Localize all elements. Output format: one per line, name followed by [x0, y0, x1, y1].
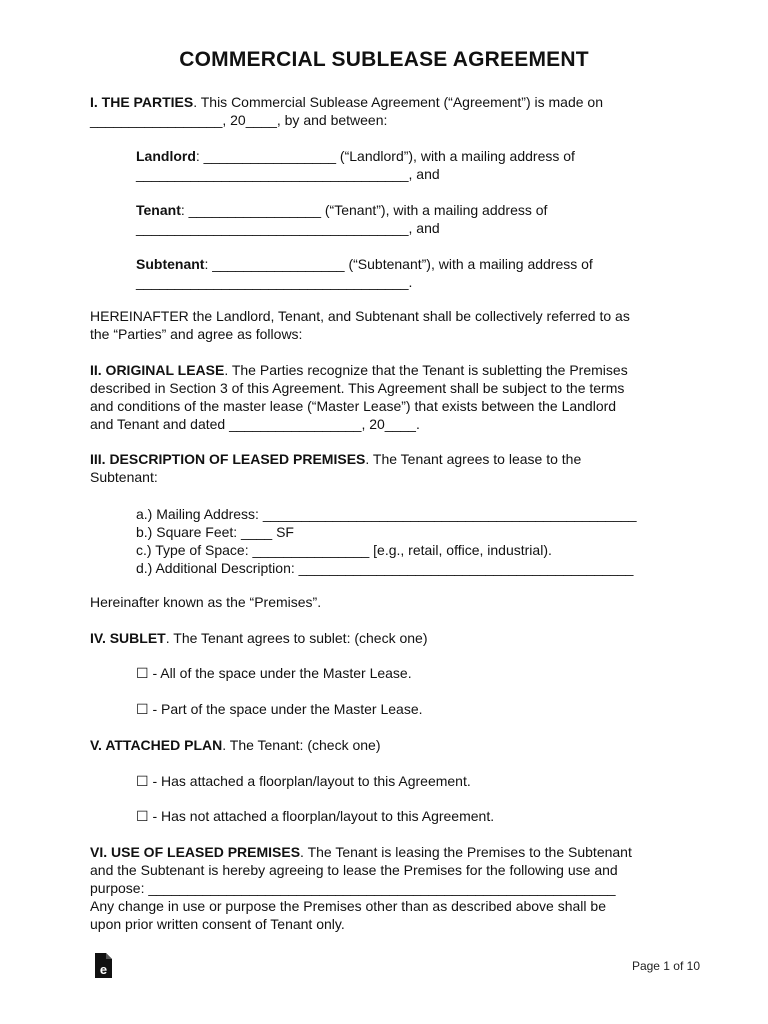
- description-item-mailing-address: a.) Mailing Address: ________________________________________________: [136, 506, 637, 522]
- sublet-option-part-label: - Part of the space under the Master Lease.: [148, 701, 423, 717]
- use-line1: . The Tenant is leasing the Premises to the Subtenant: [300, 844, 632, 860]
- hereinafter-line1: HEREINAFTER the Landlord, Tenant, and Subtenant shall be collectively referred to as: [90, 308, 630, 324]
- checkbox-icon[interactable]: ☐: [136, 665, 149, 681]
- use-line5: upon prior written consent of Tenant only.: [90, 916, 345, 932]
- document-title: COMMERCIAL SUBLEASE AGREEMENT: [179, 48, 589, 71]
- original-lease-line2: described in Section 3 of this Agreement. This Agreement shall be subject to the terms: [90, 380, 625, 396]
- use-line2: and the Subtenant is hereby agreeing to lease the Premises for the following use and: [90, 862, 618, 878]
- sublet-option-all[interactable]: [136, 664, 696, 682]
- attached-plan-line1: . The Tenant: (check one): [222, 737, 381, 753]
- attached-plan-option-has-not[interactable]: [136, 807, 696, 825]
- sublet-line1: . The Tenant agrees to sublet: (check one): [165, 630, 428, 646]
- use-line4: Any change in use or purpose the Premises other than as described above shall be: [90, 898, 606, 914]
- parties-hereinafter: [90, 307, 690, 343]
- checkbox-icon[interactable]: ☐: [136, 773, 149, 789]
- section-heading-attached-plan: V. ATTACHED PLAN: [90, 737, 223, 753]
- use-line3: purpose: ____________________________________________________________: [90, 880, 616, 896]
- attached-plan-option-has[interactable]: [136, 772, 696, 790]
- premises-hereinafter-text: Hereinafter known as the “Premises”.: [90, 594, 322, 610]
- checkbox-icon[interactable]: ☐: [136, 808, 149, 824]
- section-heading-use: VI. USE OF LEASED PREMISES: [90, 844, 301, 860]
- sublet-option-all-label: - All of the space under the Master Lease.: [148, 665, 412, 681]
- section-heading-original-lease: II. ORIGINAL LEASE: [90, 362, 225, 378]
- description-line1: . The Tenant agrees to lease to the: [365, 451, 582, 467]
- tenant-text-line2: ___________________________________, and: [136, 220, 440, 236]
- description-items: [136, 505, 696, 577]
- section-sublet: [90, 629, 690, 647]
- section-heading-sublet: IV. SUBLET: [90, 630, 166, 646]
- landlord-text-line1: : _________________ (“Landlord”), with a mailing address of: [195, 148, 575, 164]
- landlord-entry: [136, 147, 696, 183]
- original-lease-line3: and conditions of the master lease (“Master Lease”) that exists between the Landlord: [90, 398, 617, 414]
- description-item-type-of-space: c.) Type of Space: _______________ [e.g., retail, office, industrial).: [136, 542, 552, 558]
- section-use: [90, 843, 690, 933]
- premises-hereinafter: [90, 593, 690, 611]
- section-heading-parties: I. THE PARTIES: [90, 94, 194, 110]
- sublet-option-part[interactable]: [136, 700, 696, 718]
- subtenant-text-line1: : _________________ (“Subtenant”), with a mailing address of: [204, 256, 593, 272]
- attached-plan-option-has-label: - Has attached a floorplan/layout to this Agreement.: [148, 773, 471, 789]
- section-parties-intro: [90, 93, 690, 129]
- original-lease-line1: . The Parties recognize that the Tenant is subletting the Premises: [224, 362, 628, 378]
- attached-plan-option-has-not-label: - Has not attached a floorplan/layout to this Agreement.: [148, 808, 495, 824]
- eforms-logo-icon: [92, 952, 114, 980]
- tenant-entry: [136, 201, 696, 237]
- section-heading-description: III. DESCRIPTION OF LEASED PREMISES: [90, 451, 366, 467]
- page-number: Page 1 of 10: [631, 959, 700, 973]
- description-item-additional: d.) Additional Description: ___________________________________________: [136, 560, 634, 576]
- original-lease-line4: and Tenant and dated _________________, 20____.: [90, 416, 420, 432]
- description-item-square-feet: b.) Square Feet: ____ SF: [136, 524, 294, 540]
- tenant-label: Tenant: [136, 202, 181, 218]
- landlord-text-line2: ___________________________________, and: [136, 166, 440, 182]
- subtenant-entry: [136, 255, 696, 291]
- checkbox-icon[interactable]: ☐: [136, 701, 149, 717]
- subtenant-label: Subtenant: [136, 256, 205, 272]
- description-line2: Subtenant:: [90, 469, 158, 485]
- parties-text-line1: . This Commercial Sublease Agreement (“Agreement”) is made on: [193, 94, 604, 110]
- parties-text-line2: _________________, 20____, by and between:: [90, 112, 388, 128]
- svg-text:e: e: [99, 962, 108, 977]
- subtenant-text-line2: ___________________________________.: [136, 274, 413, 290]
- section-description: [90, 450, 690, 486]
- section-attached-plan: [90, 736, 690, 754]
- landlord-label: Landlord: [136, 148, 196, 164]
- tenant-text-line1: : _________________ (“Tenant”), with a mailing address of: [180, 202, 548, 218]
- hereinafter-line2: the “Parties” and agree as follows:: [90, 326, 303, 342]
- section-original-lease: [90, 361, 690, 433]
